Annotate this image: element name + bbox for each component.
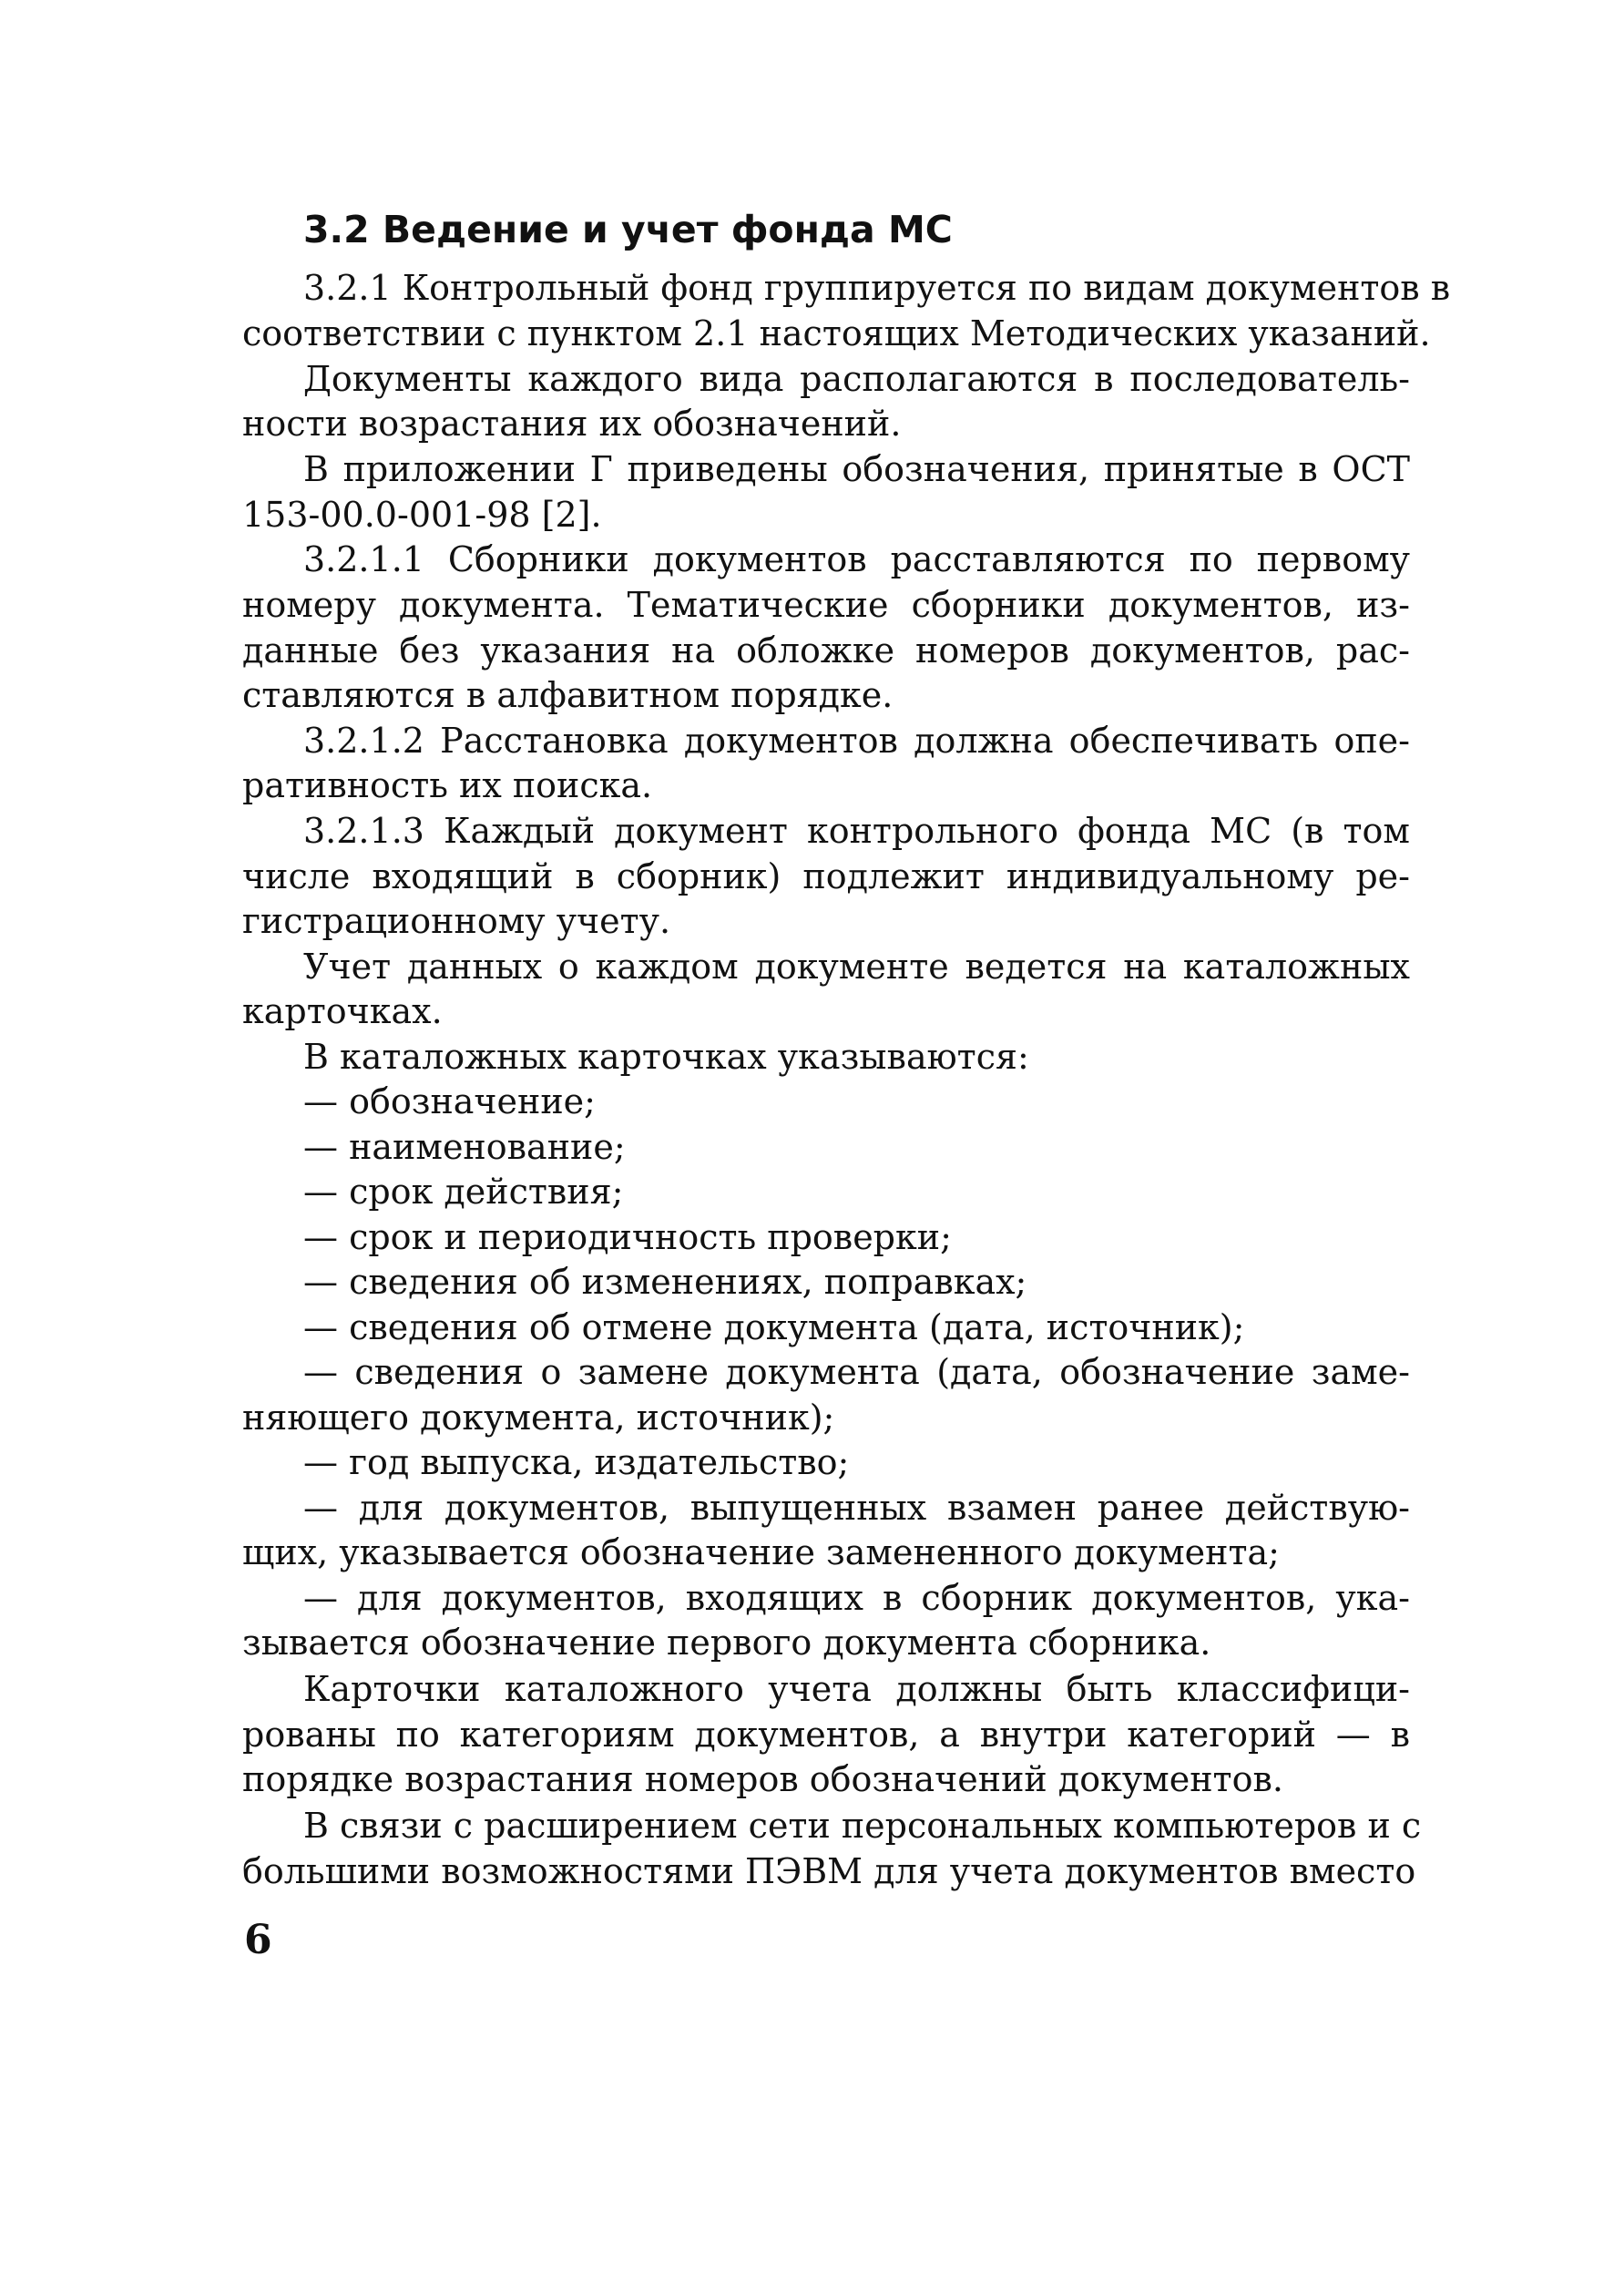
list-item: — сведения о замене документа (дата, обозначение заме- [303,1352,1410,1392]
text-line: Учет данных о каждом документе ведется на каталожных [303,947,1410,987]
text-line: зывается обозначение первого документа сборника. [242,1623,1211,1663]
list-item: — срок и периодичность проверки; [303,1217,952,1257]
text-line: 3.2.1.3 Каждый документ контрольного фонда МС (в том [303,811,1410,851]
list-item: — наименование; [303,1127,626,1167]
page-number: 6 [244,1917,272,1963]
text-line: соответствии с пунктом 2.1 настоящих Методических указаний. [242,313,1431,353]
text-line: В связи с расширением сети персональных компьютеров и с [303,1806,1422,1846]
text-line: ности возрастания их обозначений. [242,404,902,444]
text-line: няющего документа, источник); [242,1398,835,1438]
text-line: данные без указания на обложке номеров документов, рас- [242,630,1410,671]
text-line: большими возможностями ПЭВМ для учета документов вместо [242,1851,1416,1891]
text-line: Документы каждого вида располагаются в последователь- [303,359,1410,399]
text-line: 153-00.0-001-98 [2]. [242,495,602,535]
section-title: 3.2 Ведение и учет фонда МС [303,208,953,251]
text-line: ративность их поиска. [242,765,653,805]
text-line: номеру документа. Тематические сборники документов, из- [242,585,1410,625]
text-line: 3.2.1.2 Расстановка документов должна обеспечивать опе- [303,721,1410,761]
text-line: В каталожных карточках указываются: [303,1037,1029,1077]
list-item: — для документов, выпущенных взамен ранее действую- [303,1488,1410,1528]
text-line: порядке возрастания номеров обозначений документов. [242,1759,1283,1799]
text-line: 3.2.1 Контрольный фонд группируется по видам документов в [303,268,1451,308]
text-line: рованы по категориям документов, а внутри категорий — в [242,1715,1410,1755]
list-item: — сведения об отмене документа (дата, источник); [303,1307,1245,1347]
list-item: — для документов, входящих в сборник документов, ука- [303,1578,1410,1618]
text-line: В приложении Г приведены обозначения, принятые в ОСТ [303,449,1410,489]
text-line: 3.2.1.1 Сборники документов расставляются по первому [303,539,1410,579]
list-item: — год выпуска, издательство; [303,1442,850,1482]
list-item: — сведения об изменениях, поправках; [303,1262,1027,1302]
text-line: Карточки каталожного учета должны быть классифици- [303,1669,1410,1709]
text-line: гистрационному учету. [242,901,671,941]
text-line: ставляются в алфавитном порядке. [242,675,894,715]
text-line: числе входящий в сборник) подлежит индивидуальному ре- [242,856,1410,896]
text-line: щих, указывается обозначение замененного документа; [242,1532,1280,1572]
text-line: карточках. [242,991,443,1031]
list-item: — срок действия; [303,1172,624,1212]
list-item: — обозначение; [303,1081,596,1121]
